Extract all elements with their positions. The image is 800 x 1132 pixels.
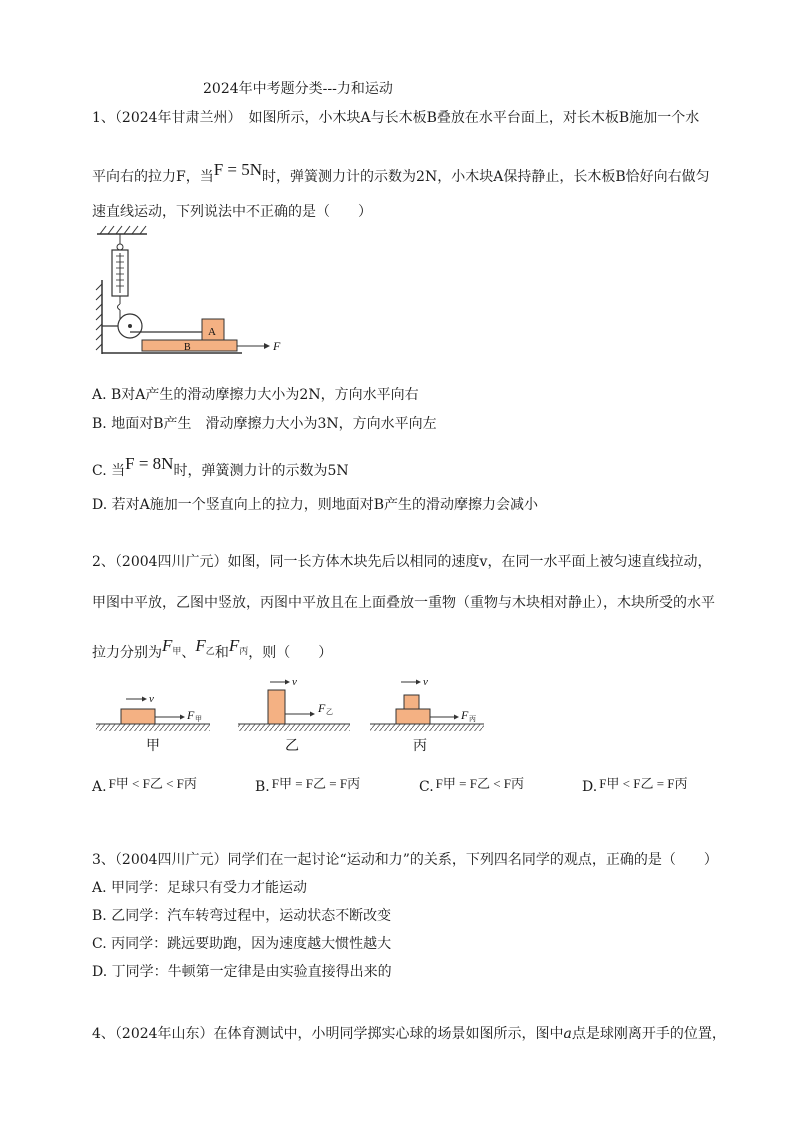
- q2-stem-line1: 2、（2004四川广元）如图，同一长方体木块先后以相同的速度v，在同一水平面上被匀速直线拉动，: [92, 554, 712, 570]
- svg-text:乙: 乙: [326, 708, 333, 716]
- q1-label-a: A: [208, 326, 216, 338]
- q1-stem-line1: 1、（2024年甘肃兰州） 如图所示，小木块A与长木板B叠放在水平台面上，对长木板B施加一个水: [92, 110, 700, 126]
- q1-math-f8: F = 8N: [125, 454, 174, 473]
- page-title: 2024年中考题分类---力和运动: [203, 81, 393, 97]
- q1-label-f: F: [273, 339, 281, 353]
- q2-option-a: A. F甲 < F乙 < F丙: [92, 776, 197, 795]
- q1-label-b: B: [184, 342, 191, 353]
- q2-option-c: C. F甲 = F乙 < F丙: [419, 776, 525, 795]
- q3-option-c: C. 丙同学：跳远要助跑，因为速度越大惯性越大: [92, 936, 392, 952]
- svg-text:v: v: [149, 693, 154, 705]
- svg-text:v: v: [292, 676, 297, 688]
- q3-stem: 3、（2004四川广元）同学们在一起讨论“运动和力”的关系，下列四名同学的观点，正确的是（ ）: [92, 852, 718, 868]
- q3-option-a: A. 甲同学：足球只有受力才能运动: [92, 880, 308, 896]
- q2-caption-bing: 丙: [413, 739, 427, 754]
- q1-figure: [92, 222, 292, 362]
- q1-math-f5: F = 5N: [213, 160, 263, 179]
- q1-stem-line2: 平向右的拉力F，当F = 5N时，弹簧测力计的示数为2N，小木块A保持静止，长木板B恰好向右做匀: [92, 160, 710, 185]
- svg-text:F: F: [187, 708, 195, 722]
- q2-option-d: D. F甲 < F乙 = F丙: [582, 776, 688, 795]
- svg-text:F: F: [318, 701, 326, 715]
- q2-option-b: B. F甲 = F乙 = F丙: [255, 776, 361, 795]
- q1-option-c: C. 当F = 8N时，弹簧测力计的示数为5N: [92, 454, 349, 479]
- svg-text:F: F: [461, 708, 469, 722]
- q3-option-b: B. 乙同学：汽车转弯过程中，运动状态不断改变: [92, 908, 392, 924]
- svg-text:v: v: [423, 676, 428, 688]
- q3-option-d: D. 丁同学：牛顿第一定律是由实验直接得出来的: [92, 964, 392, 980]
- q2-caption-yi: 乙: [285, 739, 299, 754]
- q1-option-a: A. B对A产生的滑动摩擦力大小为2N，方向水平向右: [92, 387, 419, 403]
- q1-option-b: B. 地面对B产生 滑动摩擦力大小为3N，方向水平向左: [92, 416, 437, 432]
- q4-stem: 4、（2024年山东）在体育测试中，小明同学掷实心球的场景如图所示，图中a点是球刚离开手的位置，: [92, 1026, 726, 1042]
- q2-stem-line3: 拉力分别为$F_甲$、$F_乙$和$F_丙$，则（ ）: [92, 636, 333, 661]
- q1-option-d: D. 若对A施加一个竖直向上的拉力，则地面对B产生的滑动摩擦力会减小: [92, 497, 539, 513]
- svg-text:甲: 甲: [195, 715, 202, 723]
- svg-text:丙: 丙: [469, 715, 476, 723]
- q2-figure: [92, 668, 492, 760]
- q2-caption-jia: 甲: [146, 739, 160, 754]
- q1-stem-line3: 速直线运动，下列说法中不正确的是（ ）: [92, 204, 372, 220]
- q2-stem-line2: 甲图中平放，乙图中竖放，丙图中平放且在上面叠放一重物（重物与木块相对静止），木块所受的水平: [92, 595, 715, 611]
